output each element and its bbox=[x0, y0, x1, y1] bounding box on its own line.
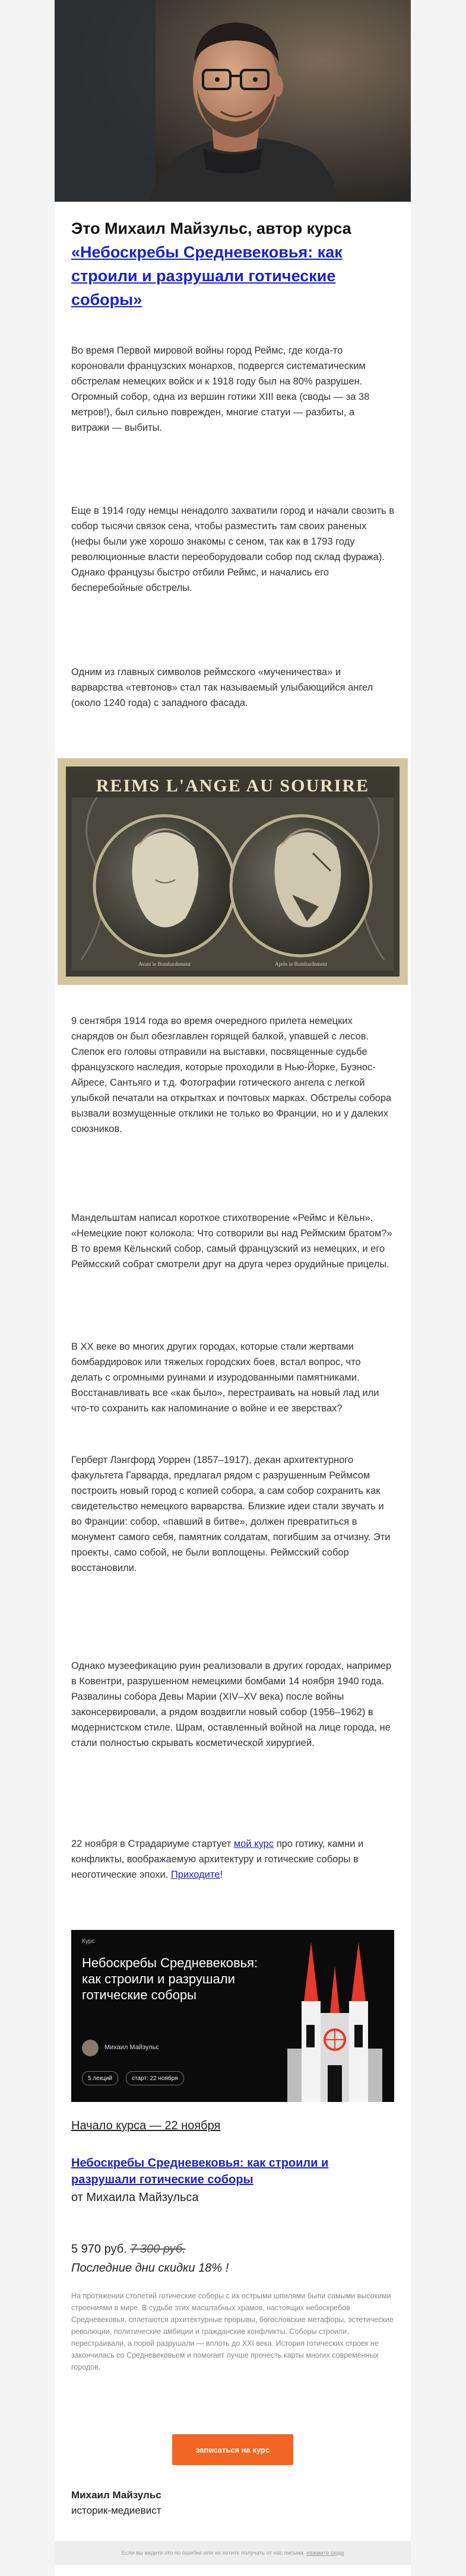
invite-paragraph bbox=[71, 1836, 394, 1882]
course-title-link[interactable]: «Небоскребы Средневековья: как строили и разрушали готические соборы» bbox=[71, 243, 343, 309]
footer-text: Если вы видите это по ошибке или не хотите получать от нас письма, bbox=[121, 2549, 305, 2556]
paragraph-3: Одним из главных символов реймсского «мученичества» и варварства «тевтонов» стал так называемый улыбающийся ангел (около 1240 года) с западного фасада. bbox=[71, 667, 373, 708]
paragraph-5: Мандельштам написал короткое стихотворение «Реймс и Кёльн». «Немецкие поют колокола: Что сотворили вы над Реймским братом?» В то время Кёльнский собор, самый французский из немецких, и его Реймсский собрат смотрели друг на друга через орудийные прицелы. bbox=[71, 1213, 392, 1270]
postcard-illustration bbox=[58, 758, 408, 985]
promo-title: Небоскребы Средневековья: как строили и разрушали готические соборы bbox=[82, 1955, 258, 2002]
cathedral-illustration bbox=[275, 1930, 394, 2102]
paragraph-7: Герберт Лэнгфорд Уоррен (1857–1917), декан архитектурного факультета Гарварда, предлагал рядом с разрушенным Реймсом построить новый город с копией собора, а сам собор сохранить как свидетельство немецкого варварства. Близкие идеи стали звучать и во Франции: собор, «павший в битве», должен превратиться в монумент самого себя, памятник солдатам, погибшим за отчизну. Эти проекты, само собой, не были воплощены. Реймсский собор восстановили. bbox=[71, 1455, 391, 1573]
paragraph-2: Еще в 1914 году немцы ненадолго захватили город и начали свозить в собор тысячи связок сена, чтобы разместить там своих раненых (нефы были уже хорошо знакомы с сеном, так как в 1793 году революционные власти переоборудовали собор под склад фуража). Однако французы быстро отбили Реймс, и начались его бесперебойные обстрелы. bbox=[71, 505, 394, 593]
price-current: 5 970 руб. bbox=[71, 2243, 127, 2256]
course-title-block bbox=[71, 2155, 394, 2188]
price-discount: Последние дни скидки 18% ! bbox=[71, 2262, 229, 2275]
course-start: Начало курса — 22 ноября bbox=[71, 2119, 221, 2132]
postcard-caption-left: Avant le Bombardement bbox=[138, 961, 191, 967]
price-old: 7 300 руб. bbox=[130, 2243, 186, 2256]
price-line bbox=[71, 2240, 394, 2258]
course-title-link-2[interactable]: Небоскребы Средневековья: как строили и разрушали готические соборы bbox=[71, 2157, 329, 2186]
signature-name: Михаил Майзульс bbox=[71, 2489, 161, 2501]
unsubscribe-link[interactable]: нажмите сюда bbox=[306, 2549, 344, 2556]
email-body bbox=[55, 0, 411, 2576]
invite-text-before: 22 ноября в Страдариуме стартует bbox=[71, 1839, 232, 1849]
signature-role: историк-медиевист bbox=[71, 2505, 161, 2516]
promo-lectures-badge: 5 лекций bbox=[82, 2071, 118, 2085]
paragraph-8: Однако музеефикацию руин реализовали в других городах, например в Ковентри, разрушенном немецкими бомбами 14 ноября 1940 года. Развалины собора Девы Марии (XIV–XV века) после войны законсервировали, а рядом воздвигли новый собор (1956–1962) в модернистском стиле. Шрам, оставленный войной на лице города, не стали полностью скрывать косметической хирургией. bbox=[71, 1661, 392, 1748]
postcard-title: REIMS L'ANGE AU SOURIRE bbox=[96, 776, 370, 796]
intro-heading bbox=[71, 217, 394, 311]
paragraph-1: Во время Первой мировой войны город Реймс, где когда-то короновали французских монархов, подвергся систематическим обстрелам немецких войск и к 1918 году был на 80% разрушен. Огромный собор, одна из вершин готики XIII века (своды — за 38 метров!), был сильно поврежден, многие статуи — разбиты, а витражи — выбиты. bbox=[71, 345, 370, 433]
postcard-image bbox=[58, 758, 408, 985]
promo-start-badge: старт: 22 ноября bbox=[126, 2071, 184, 2085]
intro-line: Это Михаил Майзульс, автор курса bbox=[71, 220, 351, 237]
author-portrait bbox=[55, 0, 411, 202]
email-footer bbox=[55, 2541, 411, 2565]
course-promo-banner[interactable] bbox=[71, 1930, 394, 2102]
postcard-caption-right: Après le Bombardement bbox=[275, 961, 327, 967]
course-description: На протяжении столетий готические соборы с их острыми шпилями были самыми высокими строениями в мире. В судьбе этих масштабных храмов, настоящих небоскребов Средневековья, сплетаются архитектурные прорывы, богословские метафоры, эстетические революции, политические амбиции и гражданские конфликты. Соборы строили, перестраивали, а порой разрушали — вплоть до XXI века. История готических строек не закончилась со Средневековьем и помогает лучше прочесть карты многих современных городов. bbox=[71, 2292, 394, 2371]
invite-text-end: ! bbox=[220, 1869, 223, 1880]
my-course-link[interactable]: мой курс bbox=[233, 1839, 274, 1849]
promo-label: Курс bbox=[82, 1938, 95, 1945]
promo-author: Михаил Майзульс bbox=[104, 2044, 159, 2051]
invite-text-middle: про готику, камни и конфликты, воображаемую архитектуру и готические соборы в неоготические эпохи. bbox=[71, 1839, 364, 1880]
paragraph-6: В XX веке во многих других городах, которые стали жертвами бомбардировок или тяжелых городских боев, встал вопрос, что делать с огромными руинами и изуродованными памятниками. Восстанавливать все «как было», перестраивать на новый лад или что-то сохранить как напоминание о войне и ее зверствах? bbox=[71, 1341, 379, 1414]
course-author: от Михаила Майзульса bbox=[71, 2191, 199, 2204]
paragraph-4: 9 сентября 1914 года во время очередного прилета немецких снарядов он был обезглавлен горящей балкой, упавшей с лесов. Слепок его головы отправили на выставки, посвященные судьбе французского наследия, которые проходили в Нью-Йорке, Буэнос-Айресе, Сантьяго и т.д. Фотографии готического ангела с легкой улыбкой печатали на открытках и почтовых марках. Обстрелы собора вызвали возмущенные отклики не только во Франции, но и у далеких союзников. bbox=[71, 1016, 392, 1134]
portrait-illustration bbox=[55, 0, 411, 202]
promo-author-avatar bbox=[82, 2040, 99, 2056]
enroll-button[interactable]: записаться на курс bbox=[172, 2434, 293, 2465]
come-link[interactable]: Приходите bbox=[170, 1869, 220, 1880]
